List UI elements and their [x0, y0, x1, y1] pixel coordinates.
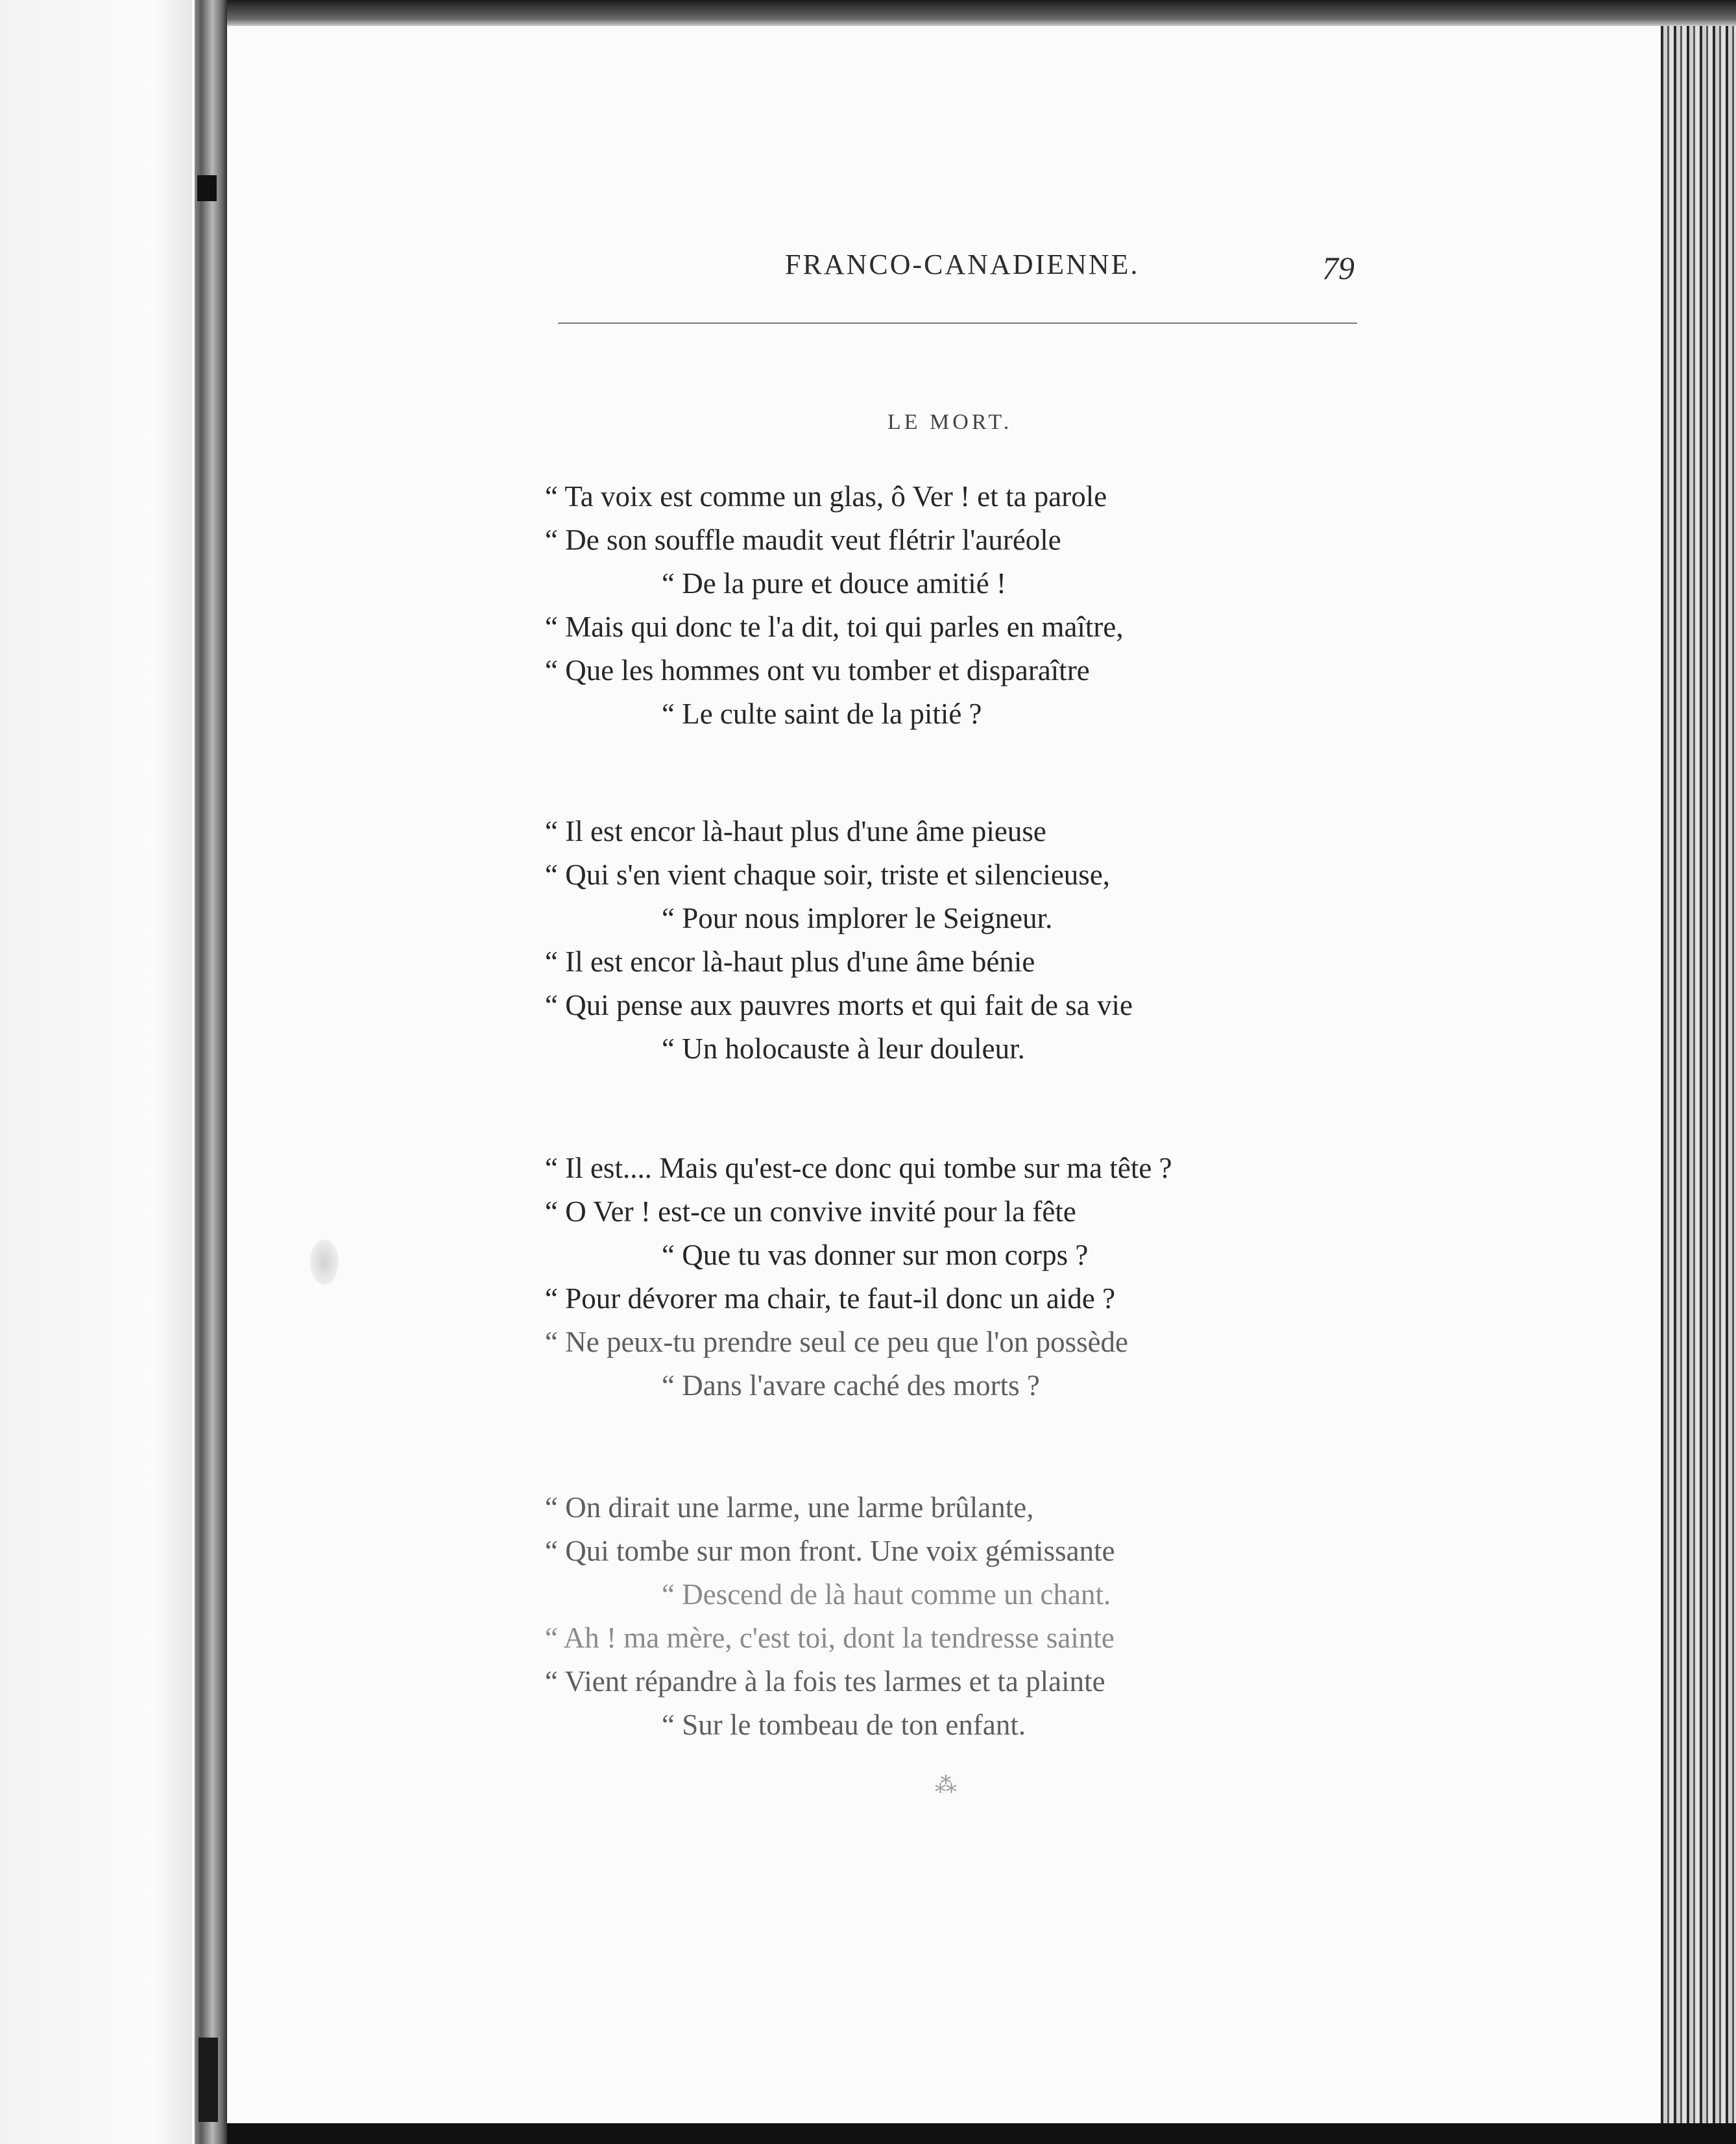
verse-line: “ Ta voix est comme un glas, ô Ver ! et ta parole: [545, 480, 1107, 513]
verse-line: “ Qui s'en vient chaque soir, triste et silencieuse,: [545, 859, 1111, 891]
verse-line: “ O Ver ! est-ce un convive invité pour la fête: [545, 1195, 1076, 1228]
running-head: FRANCO-CANADIENNE.: [785, 249, 1140, 280]
ink-smudge: [310, 1239, 339, 1285]
verse-line: “ Vient répandre à la fois tes larmes et ta plainte: [545, 1665, 1105, 1698]
page-number: 79: [1322, 250, 1355, 286]
verse-line: “ Qui tombe sur mon front. Une voix gémissante: [545, 1535, 1115, 1567]
verse-line: “ Il est encor là-haut plus d'une âme pieuse: [545, 815, 1046, 847]
poem-title: LE MORT.: [887, 410, 1013, 434]
top-shadow: [227, 0, 1736, 27]
verse-line: “ Le culte saint de la pitié ?: [662, 698, 982, 730]
verse-line: “ Il est.... Mais qu'est-ce donc qui tombe sur ma tête ?: [545, 1152, 1172, 1184]
spine-mark: [197, 175, 217, 201]
verse-line: “ Mais qui donc te l'a dit, toi qui parles en maître,: [545, 611, 1124, 643]
stanza: [545, 810, 1382, 1071]
verse-line: “ Qui pense aux pauvres morts et qui fait de sa vie: [545, 989, 1133, 1021]
verse-line: “ Il est encor là-haut plus d'une âme bénie: [545, 945, 1035, 978]
verse-line: “ Que les hommes ont vu tomber et disparaître: [545, 654, 1090, 687]
stanza: [545, 1147, 1382, 1407]
book-page: [227, 26, 1680, 2144]
verse-line: “ De la pure et douce amitié !: [662, 567, 1006, 600]
verse-line: “ Ne peux-tu prendre seul ce peu que l'on possède: [545, 1326, 1129, 1358]
verse-line: “ On dirait une larme, une larme brûlante,: [545, 1491, 1034, 1524]
verse-line: “ Pour dévorer ma chair, te faut-il donc un aide ?: [545, 1282, 1116, 1315]
verse-line: “ Un holocauste à leur douleur.: [662, 1032, 1025, 1065]
stanza: [545, 1486, 1382, 1747]
stanza: [545, 475, 1382, 736]
verse-line: “ Sur le tombeau de ton enfant.: [662, 1709, 1026, 1741]
header-rule: [558, 323, 1357, 324]
spine-mark: [199, 2038, 218, 2122]
bottom-shadow: [227, 2123, 1736, 2144]
verse-line: “ Pour nous implorer le Seigneur.: [662, 902, 1053, 934]
verse-line: “ Que tu vas donner sur mon corps ?: [662, 1239, 1089, 1271]
verse-line: “ Descend de là haut comme un chant.: [662, 1578, 1111, 1611]
page-edges: [1661, 26, 1736, 2144]
asterism-ornament: ⁂: [935, 1773, 957, 1797]
verse-line: “ De son souffle maudit veut flétrir l'auréole: [545, 524, 1061, 556]
verse-line: “ Dans l'avare caché des morts ?: [662, 1369, 1040, 1402]
facing-page: [0, 0, 192, 2144]
verse-line: “ Ah ! ma mère, c'est toi, dont la tendresse sainte: [545, 1622, 1115, 1654]
book-spine: [195, 0, 227, 2144]
